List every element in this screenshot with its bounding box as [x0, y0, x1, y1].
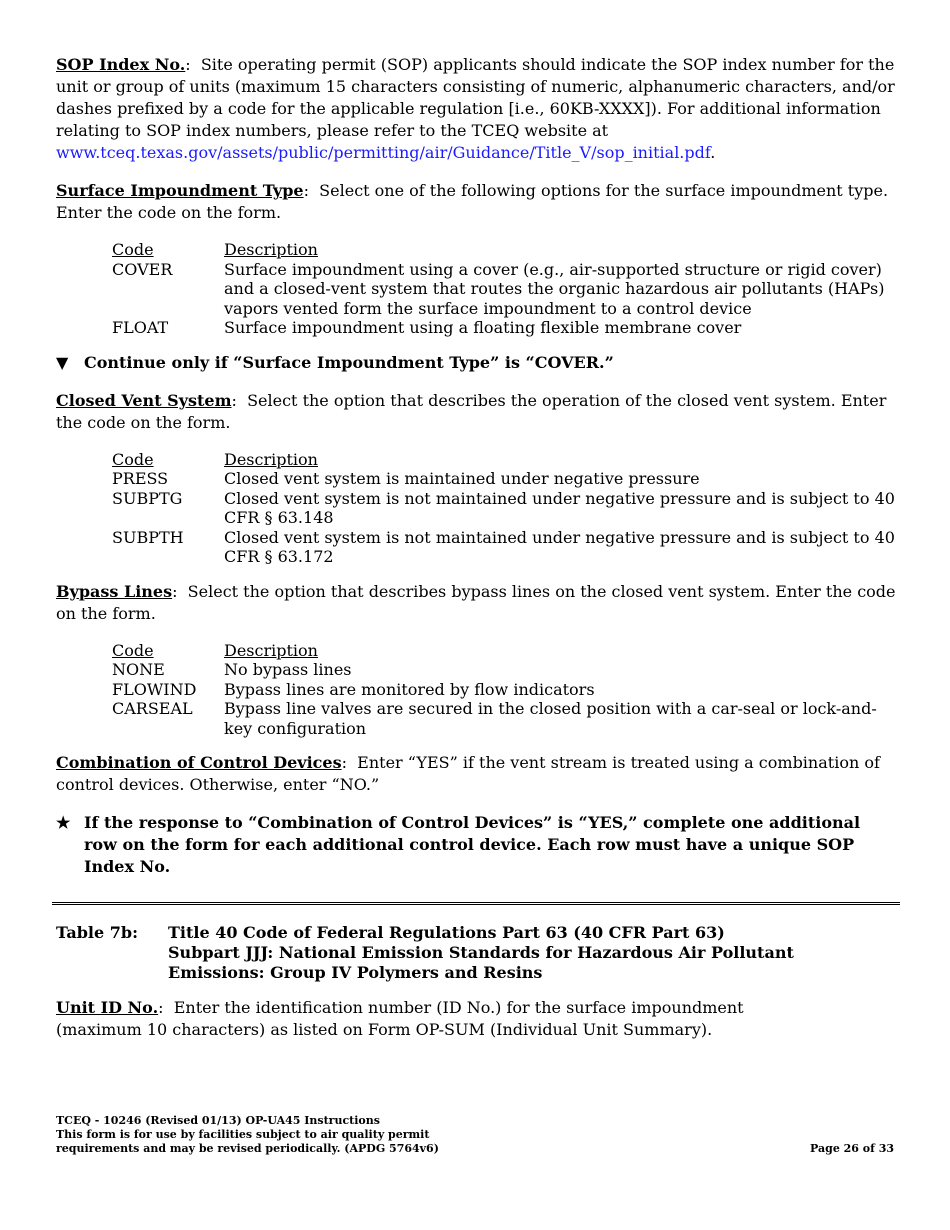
- code-cell: FLOWIND: [112, 679, 197, 699]
- table-7b-heading: [56, 923, 896, 983]
- bypass-code-table: [112, 641, 896, 739]
- table-row: [112, 260, 896, 319]
- description-cell: No bypass lines: [224, 660, 352, 679]
- closed-vent-paragraph: Closed Vent System: Select the option that describes the operation of the closed vent system. Enter the code on the form.: [56, 390, 887, 432]
- sop-index-text: Site operating permit (SOP) applicants should indicate the SOP index number for the unit or group of units (maximum 15 characters consisting of numeric, alphanumeric characters, and/or dashes prefixed by a code for the applicable regulation [i.e., 60KB-XXXX]). For additional information relating to SOP index numbers, please refer to the TCEQ website at: [56, 55, 895, 140]
- star-note-text: If the response to “Combination of Control Devices” is “YES,” complete one additional row on the form for each additional control device. Each row must have a unique SOP Index No.: [84, 813, 861, 876]
- description-cell: Closed vent system is maintained under negative pressure: [224, 469, 700, 488]
- code-table-header: [112, 450, 896, 470]
- description-cell: Surface impoundment using a floating flexible membrane cover: [224, 318, 742, 337]
- code-cell: CARSEAL: [112, 699, 193, 718]
- surface-impoundment-code-table: [112, 240, 896, 338]
- unit-id-text: (maximum 10 characters) as listed on Form OP-SUM (Individual Unit Summary).: [56, 1020, 713, 1039]
- table-7b-title-line: Title 40 Code of Federal Regulations Part 63 (40 CFR Part 63): [168, 923, 725, 942]
- closed-vent-code-table: [112, 450, 896, 567]
- description-cell: Closed vent system is not maintained under negative pressure and is subject to 40 CFR § 63.172: [224, 527, 895, 566]
- table-7b-title: [168, 923, 794, 983]
- combination-text: Enter “YES” if the vent stream is treated using a combination of control devices. Otherwise, enter “NO.”: [56, 753, 880, 794]
- surface-impoundment-paragraph: Surface Impoundment Type: Select one of the following options for the surface impoundment type. Enter the code on the form.: [56, 181, 889, 222]
- code-cell: NONE: [112, 660, 165, 679]
- code-table-header: [112, 641, 896, 661]
- code-cell: COVER: [112, 259, 173, 279]
- document-page: [56, 54, 896, 1041]
- code-cell: SUBPTG: [112, 488, 183, 508]
- code-column-header: Code: [112, 449, 154, 469]
- closed-vent-heading: Closed Vent System: [56, 390, 232, 410]
- star-icon: ★: [56, 813, 71, 832]
- section-divider: [52, 902, 900, 905]
- combination-paragraph: Combination of Control Devices: Enter “YES” if the vent stream is treated using a combination of control devices. Otherwise, enter “NO.”: [56, 753, 880, 794]
- description-column-header: Description: [224, 640, 318, 660]
- footer-note: requirements and may be revised periodically. (APDG 5764v6): [56, 1142, 439, 1155]
- closed-vent-text: Select the option that describes the operation of the closed vent system. Enter the code on the form.: [56, 390, 887, 432]
- description-column-header: Description: [224, 240, 318, 259]
- sop-guidance-link[interactable]: www.tceq.texas.gov/assets/public/permitting/air/Guidance/Title_V/sop_initial.pdf: [56, 143, 711, 162]
- description-cell: Bypass line valves are secured in the closed position with a car-seal or lock-and-key configuration: [224, 699, 877, 738]
- table-row: [112, 660, 896, 680]
- code-column-header: Code: [112, 240, 154, 259]
- bypass-heading: Bypass Lines: [56, 581, 173, 601]
- description-cell: Surface impoundment using a cover (e.g., air-supported structure or rigid cover) and a closed-vent system that routes the organic hazardous air pollutants (HAPs) vapors vented form the surface impoundment to a control device: [224, 259, 885, 318]
- footer-note: This form is for use by facilities subject to air quality permit: [56, 1128, 430, 1141]
- continue-note-text: Continue only if “Surface Impoundment Type” is “COVER.”: [84, 352, 614, 372]
- triangle-down-icon: ▼: [56, 352, 69, 372]
- code-cell: FLOAT: [112, 318, 169, 337]
- unit-id-text: Enter the identification number (ID No.) for the surface impoundment: [173, 998, 744, 1017]
- combination-heading: Combination of Control Devices: [56, 753, 342, 772]
- code-cell: PRESS: [112, 469, 169, 488]
- code-cell: SUBPTH: [112, 527, 184, 547]
- page-number: Page 26 of 33: [810, 1142, 894, 1155]
- code-column-header: Code: [112, 640, 154, 660]
- surface-impoundment-heading: Surface Impoundment Type: [56, 181, 304, 200]
- description-cell: Closed vent system is not maintained under negative pressure and is subject to 40 CFR § 63.148: [224, 488, 895, 527]
- table-row: [112, 699, 896, 738]
- footer-form-id: TCEQ - 10246 (Revised 01/13) OP-UA45 Instructions: [56, 1114, 380, 1127]
- unit-id-heading: Unit ID No.: [56, 998, 159, 1017]
- sop-index-paragraph: SOP Index No.: Site operating permit (SOP) applicants should indicate the SOP index number for the unit or group of units (maximum 15 characters consisting of numeric, alphanumeric characters, and/or dashes prefixed by a code for the applicable regulation [i.e., 60KB-XXXX]). For additional information relating to SOP index numbers, please refer to the TCEQ website at www.tceq.texas.gov/assets/public/permitting/air/Guidance/Title_V/sop_initial.pdf.: [56, 55, 895, 162]
- description-column-header: Description: [224, 449, 318, 469]
- unit-id-paragraph: Unit ID No.: Enter the identification number (ID No.) for the surface impoundment (maximum 10 characters) as listed on Form OP-SUM (Individual Unit Summary).: [56, 998, 744, 1039]
- bypass-text: Select the option that describes bypass lines on the closed vent system. Enter the code on the form.: [56, 581, 896, 623]
- continue-note: [56, 352, 896, 374]
- table-7b-title-line: Emissions: Group IV Polymers and Resins: [168, 963, 543, 982]
- page-footer: [56, 1114, 894, 1156]
- bypass-paragraph: Bypass Lines: Select the option that describes bypass lines on the closed vent system. Enter the code on the form.: [56, 581, 896, 623]
- code-table-header: [112, 240, 896, 260]
- table-row: [112, 680, 896, 700]
- table-7b-title-line: Subpart JJJ: National Emission Standards for Hazardous Air Pollutant: [168, 943, 794, 962]
- table-row: [112, 469, 896, 489]
- description-cell: Bypass lines are monitored by flow indicators: [224, 679, 595, 699]
- table-row: [112, 318, 896, 338]
- sop-link-period: .: [710, 143, 716, 162]
- star-note: [56, 812, 896, 878]
- table-7b-label: Table 7b:: [56, 923, 138, 942]
- table-row: [112, 528, 896, 567]
- table-row: [112, 489, 896, 528]
- sop-index-heading: SOP Index No.: [56, 55, 186, 74]
- surface-impoundment-text: Select one of the following options for the surface impoundment type. Enter the code on the form.: [56, 181, 889, 222]
